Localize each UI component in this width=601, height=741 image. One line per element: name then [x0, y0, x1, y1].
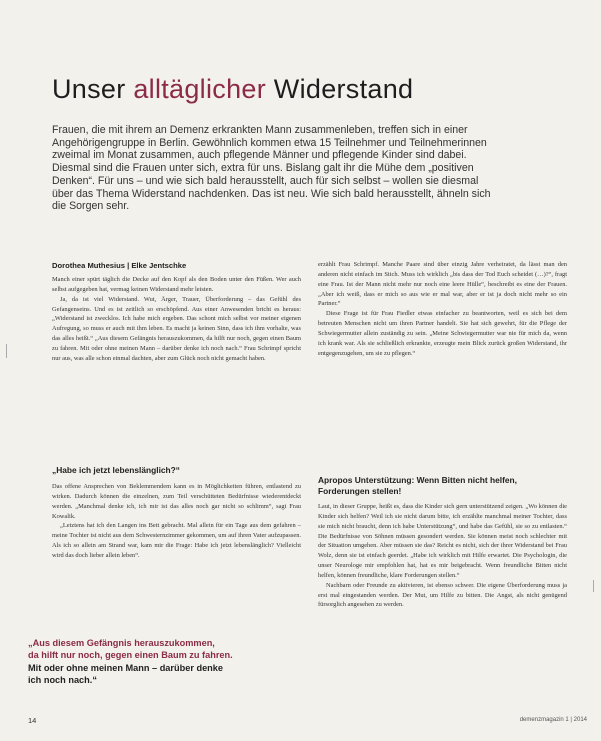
pull-quote-line: „Aus diesem Gefängnis herauszukommen, — [28, 638, 215, 648]
paragraph: Nachbarn oder Freunde zu aktivieren, ist ebenso schwer. Die eigene Überforderung muss ja erst mal eingestanden werden. Der Mut, um Hilfe zu bitten. Die Angst, als nicht genügend fürsorglich angesehen zu werden. — [318, 581, 567, 609]
subheading-lebenslaenglich: „Habe ich jetzt lebenslänglich?“ — [52, 465, 180, 475]
page-title — [52, 74, 413, 105]
paragraph: Laut, in dieser Gruppe, heißt es, dass die Kinder sich gern unterstützend zeigen. „Wo können die Kinder sich helfen? Weil ich sie nicht darum bitte, ich erzählte manchmal meiner Tochter, dass sie mich nicht braucht, denn ich habe Unterstützung“, und habe das Gefühl, sie so zu entlasten.“ Die Bedürfnisse von Söhnen müssen gesondert werden. Sie können meist noch schlechter mit der Situation umgehen. Aber müssen sie das? Reicht es nicht, sich der ihrer Widerstand bei Frau Wolz, denn sie ist einfach geerdet. „Habe ich wirklich mit Hilfe erwartet. Die Psychologin, die unser Neurologe mir empfohlen hat, hat es mir beigebracht. Wenn freundliche Bitten nicht helfen, können freundliche, klare Forderungen stellen.“ — [318, 503, 567, 579]
page-number: 14 — [28, 716, 37, 725]
pull-quote-line: ich noch nach.“ — [28, 674, 97, 685]
title-part-1: Unser — [52, 74, 134, 104]
paragraph: „Letztens hat ich den Langen ins Bett gebracht. Mal allein für ein Tage aus dem gefahren – meine Tochter ist nicht aus dem Schwesternzimmer gekommen, um auf ihren Vater aufzupassen. Als ich so allein am Strand war, kam mir die Frage: Habe ich jetzt lebenslänglich? Vielleicht wird das doch lieber allein leben“. — [52, 522, 301, 559]
paragraph: Das offene Ansprechen von Beklemmendem kann es in Möglichkeiten führen, entlastend zu wirken. Dadurch können die einzelnen, zum Teil verschütteten Bedürfnisse wiederentdeckt werden. „Manchmal denke ich, ich mir ist das alles noch gar nicht so schlimm“, sagt Frau Kowalik. — [52, 483, 301, 520]
lead-paragraph: Frauen, die mit ihrem an Demenz erkrankten Mann zusammenleben, treffen sich in einer Angehörigengruppe in Berlin. Gewöhnlich kommen etwa 15 Teilnehmer und Teilnehmerinnen zweimal im Monat zusammen, auch pflegende Männer und pflegende Kinder sind dabei. Diesmal sind die Frauen unter sich, extra für uns. Bislang galt ihr die Mühe dem „positiven Denken“. Für uns – und wie sich bald herausstellt, auch für sich selbst – wollen sie diesmal über das Thema Widerstand nachdenken. Das ist neu. Wie sich bald herausstellt, ähneln sich die Sorgen sehr. — [52, 124, 491, 213]
column-2-top — [318, 260, 567, 358]
magazine-footer: demenzmagazin 1 | 2014 — [519, 717, 587, 723]
title-accent: alltäglicher — [133, 74, 266, 104]
crop-mark — [593, 580, 594, 592]
column-2-bottom — [318, 502, 567, 610]
crop-mark — [6, 344, 7, 358]
pull-quote-line: Mit oder ohne meinen Mann – darüber denke — [28, 662, 224, 673]
paragraph: erzählt Frau Schrimpf. Manche Paare sind über einzig Jahre verheiratet, da lässt man den anderen nicht einfach im Stich. Muss ich wirklich „bis dass der Tod Euch scheidet (…)?“, fragt eine Frau. Ist der Mann nicht mehr nur noch eine leere Hülle“, beschreibt es eine der Frauen. „Aber ich weiß, dass er mich so aus wie er mal war, aber er ist ja doch nicht mehr so ein Partner.“ — [318, 261, 567, 308]
subheading-unterstuetzung: Apropos Unterstützung: Wenn Bitten nicht helfen, Forderungen stellen! — [318, 475, 517, 496]
column-1-bottom — [52, 482, 301, 561]
paragraph: Manch einer spürt täglich die Decke auf den Kopf als den Boden unter den Füßen. Wer auch selbst aufgegeben hat, vermag keinen Widerstand mehr leisten. — [52, 276, 301, 293]
paragraph: Ja, da ist viel Widerstand. Wut, Ärger, Trauer, Überforderung – das Gefühl des Gefangenseins. Und es ist zeitlich so erschöpfend. Aus einer Anwesenden bricht es heraus: „Widerstand ist zwecklos. Ich habe mich ergeben. Das schont mich selbst vor meiner eigenen Aufregung, so muss er auch mit ihm leben. Es macht ja keinen Sinn, dass ich ihm vorhalte, was das alles heißt.“ „Aus diesem Gefängnis herauszukommen, da hilft nur noch, gegen einen Baum zu fahren. Mit oder ohne meinen Mann – darüber denke ich noch nach.“ Frau Schrimpf spricht nur aus, was alle schon einmal dachten, aber zum Glück noch nicht gemacht haben. — [52, 295, 301, 362]
pull-quote — [28, 637, 318, 686]
title-part-2: Widerstand — [266, 74, 414, 104]
author-byline: Dorothea Muthesius | Elke Jentschke — [52, 261, 187, 270]
pull-quote-line: da hilft nur noch, gegen einen Baum zu fahren. — [28, 650, 233, 661]
column-1-top — [52, 275, 301, 364]
paragraph: Diese Frage ist für Frau Fiedler etwas einfacher zu beantworten, weil es sich bei dem betreuten Menschen nicht um ihren Partner handelt. Sie hat sich gewehrt, für die Pflege der Schwiegermutter allein zuständig zu sein. „Meine Schwiegermutter war nie für mich da, wenn ich krank war. Als sie schließlich erkrankte, erzeugte mein Blick zurück großen Widerstand, ihr entgegenzugehen, um sie zu pflegen.“ — [318, 310, 567, 357]
